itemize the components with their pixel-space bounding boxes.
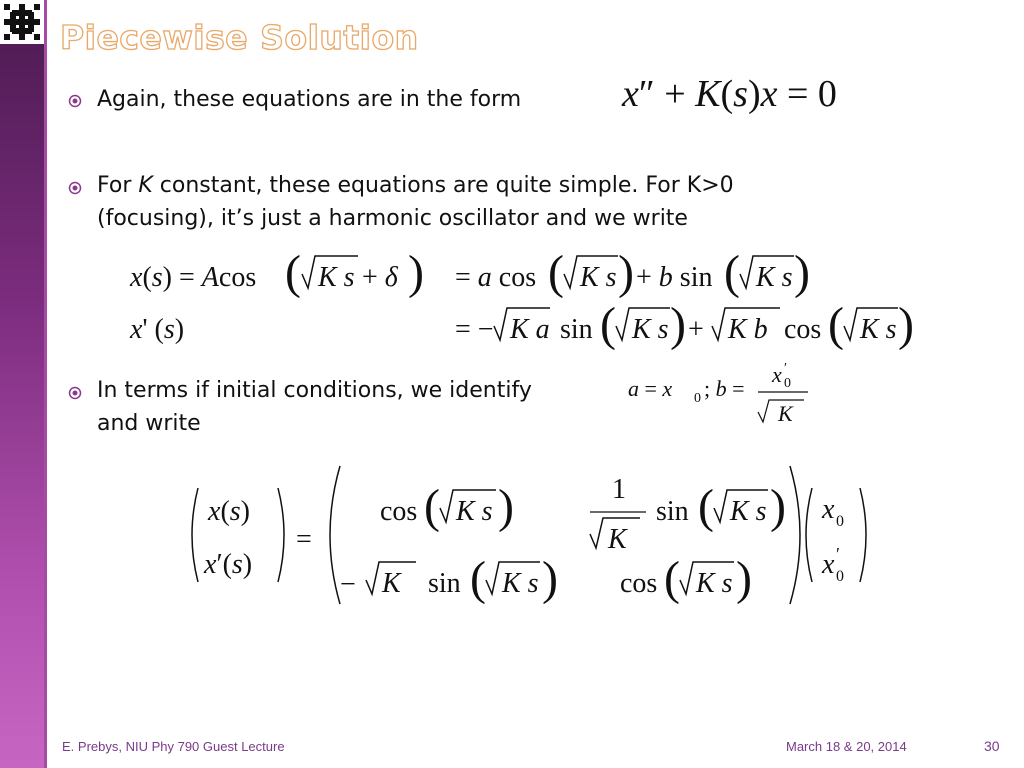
svg-text:sin: sin	[560, 314, 593, 345]
svg-text:K s: K s	[756, 262, 793, 293]
svg-text:K: K	[382, 568, 401, 599]
svg-text:): )	[770, 480, 786, 533]
bullet-1-text: Again, these equations are in the form	[97, 87, 522, 112]
svg-text:(: (	[600, 298, 616, 351]
svg-text:cos: cos	[784, 314, 822, 345]
svg-text:K s: K s	[580, 262, 617, 293]
slide-title: Piecewise Solution	[60, 18, 419, 57]
svg-text:K s: K s	[730, 496, 767, 527]
svg-text:(: (	[724, 246, 740, 299]
svg-text:K b: K b	[728, 314, 768, 345]
svg-text:x(s): x(s)	[208, 496, 250, 527]
svg-text:x: x	[822, 549, 835, 580]
svg-text:): )	[408, 246, 424, 299]
svg-text:x: x	[772, 362, 782, 387]
svg-text:(: (	[470, 552, 486, 605]
svg-text:(: (	[698, 480, 714, 533]
svg-text:x' (s): x' (s)	[130, 314, 185, 345]
fermilab-logo-icon	[0, 0, 44, 44]
svg-text:): )	[542, 552, 558, 605]
svg-text:0: 0	[784, 376, 791, 391]
svg-text:K: K	[608, 524, 627, 555]
svg-text:K s: K s	[632, 314, 669, 345]
svg-text:+ b sin: + b sin	[636, 262, 713, 293]
svg-text:sin: sin	[656, 496, 689, 527]
footer-author: E. Prebys, NIU Phy 790 Guest Lecture	[62, 739, 285, 754]
svg-text:−: −	[340, 569, 356, 600]
svg-text:sin: sin	[428, 568, 461, 599]
svg-text:K: K	[778, 401, 793, 426]
svg-text:′: ′	[836, 544, 840, 564]
svg-text:): )	[670, 298, 686, 351]
svg-text:K s: K s	[318, 262, 355, 293]
svg-text:K s: K s	[696, 568, 733, 599]
svg-text:0: 0	[836, 513, 844, 530]
svg-text:x: x	[822, 494, 835, 525]
initial-conditions-equation	[622, 360, 822, 430]
sidebar-divider	[44, 0, 47, 768]
svg-text:0: 0	[694, 391, 701, 406]
svg-text:): )	[794, 246, 810, 299]
svg-text:K s: K s	[456, 496, 493, 527]
svg-text:x(s) = Acos: x(s) = Acos	[130, 262, 257, 293]
svg-text:K s: K s	[502, 568, 539, 599]
svg-text:): )	[618, 246, 634, 299]
bullet-marker-icon	[68, 181, 82, 195]
transfer-matrix-equation	[180, 460, 880, 610]
oscillator-equations	[120, 240, 950, 360]
footer-date: March 18 & 20, 2014	[786, 739, 907, 754]
svg-text:; b =: ; b =	[704, 376, 745, 401]
svg-text:cos: cos	[620, 568, 658, 599]
svg-text:(: (	[424, 480, 440, 533]
svg-text:(: (	[828, 298, 844, 351]
svg-text:(: (	[664, 552, 680, 605]
svg-text:= −: = −	[455, 314, 494, 345]
svg-text:0: 0	[836, 568, 844, 585]
svg-text:+ δ: + δ	[362, 262, 398, 293]
page-number: 30	[984, 738, 1000, 754]
bullet-3-line-1: In terms if initial conditions, we identify	[97, 378, 532, 403]
svg-text:(: (	[548, 246, 564, 299]
svg-text:): )	[498, 480, 514, 533]
bullet-3-line-2: and write	[97, 411, 201, 436]
left-sidebar-bar	[0, 0, 44, 768]
svg-text:K s: K s	[860, 314, 897, 345]
svg-text:): )	[898, 298, 914, 351]
bullet-2-line-1: For K constant, these equations are quite simple. For K>0	[97, 173, 734, 198]
bullet-marker-icon	[68, 94, 82, 108]
bullet-marker-icon	[68, 386, 82, 400]
svg-text:(: (	[285, 246, 301, 299]
bullet-2-line-2: (focusing), it’s just a harmonic oscillator and we write	[97, 206, 688, 231]
svg-text:cos: cos	[380, 496, 418, 527]
svg-text:K a: K a	[510, 314, 550, 345]
svg-text:): )	[736, 552, 752, 605]
svg-text:= a cos: = a cos	[455, 262, 537, 293]
svg-text:a = x: a = x	[628, 376, 673, 401]
svg-text:+: +	[688, 314, 704, 345]
svg-text:x′(s): x′(s)	[204, 549, 253, 580]
svg-text:=: =	[296, 524, 312, 555]
svg-text:′: ′	[784, 361, 788, 376]
svg-text:1: 1	[612, 474, 626, 505]
equation-form: x″ + K(s)x = 0	[622, 73, 837, 115]
